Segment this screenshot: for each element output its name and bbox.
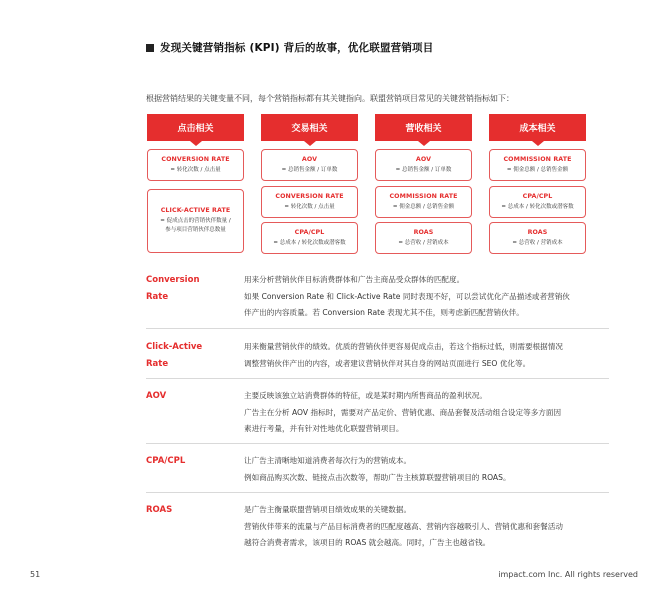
definition-text-click-active-rate	[244, 339, 604, 372]
definition-label-roas	[146, 502, 172, 519]
metric-card	[261, 149, 358, 181]
metric-formula: = 总营收 / 营销成本	[398, 239, 449, 246]
definition-text-conversion-rate	[244, 272, 604, 322]
divider	[146, 378, 609, 379]
metric-name: ROAS	[413, 228, 434, 236]
text-line: 素进行考量，并有针对性地优化联盟营销项目。	[244, 424, 404, 433]
text-line: 如果 Conversion Rate 和 Click-Active Rate 同时表现不好，可以尝试优化产品描述或者营销伙	[244, 291, 570, 301]
text-line: 主要反映该独立站消费群体的特征，或是某时期内所售商品的盈利状况。	[244, 391, 487, 400]
metric-formula: = 转化次数 / 点击量	[170, 166, 221, 173]
metric-formula: = 总成本 / 转化次数或潜客数	[501, 203, 574, 210]
metric-name: COMMISSION RATE	[503, 155, 572, 163]
metric-card	[375, 222, 472, 254]
metric-formula: = 总销售金额 / 订单数	[281, 166, 338, 173]
label-line: CPA/CPL	[146, 456, 186, 466]
metric-formula: = 总销售金额 / 订单数	[395, 166, 452, 173]
page-number: 51	[30, 570, 41, 579]
label-line: Rate	[146, 358, 169, 369]
metric-card	[261, 222, 358, 254]
metric-name: CPA/CPL	[522, 192, 553, 200]
label-line: Rate	[146, 291, 169, 302]
definition-label-aov	[146, 388, 166, 405]
label-line: AOV	[146, 391, 167, 401]
metric-card	[375, 186, 472, 218]
metric-name: AOV	[415, 155, 432, 163]
label-line: ROAS	[146, 505, 173, 515]
metric-card	[261, 186, 358, 218]
metric-card	[147, 189, 244, 253]
metric-name: AOV	[301, 155, 318, 163]
metric-card	[489, 186, 586, 218]
text-line: 营销伙伴带来的流量与产品目标消费者的匹配度越高、营销内容越吸引人、营销优惠和套餐活动	[244, 521, 563, 531]
text-line: 例如商品购买次数、链接点击次数等，帮助广告主核算联盟营销项目的 ROAS。	[244, 472, 511, 482]
metric-card	[489, 149, 586, 181]
text-line: 广告主在分析 AOV 指标时，需要对产品定价、营销优惠、商品套餐及活动组合设定等多方面因	[244, 407, 562, 417]
metric-card	[147, 149, 244, 181]
definition-label-conversion-rate	[146, 272, 200, 305]
column-header-cost: 成本相关	[489, 114, 586, 141]
text-line: 调整营销伙伴产出的内容，或者建议营销伙伴对其自身的网站页面进行 SEO 优化等。	[244, 358, 531, 368]
metric-formula: 参与项目营销伙伴总数量	[165, 227, 226, 233]
metric-name: CONVERSION RATE	[161, 155, 230, 163]
definition-text-aov	[244, 388, 604, 438]
definition-label-cpa-cpl	[146, 453, 185, 470]
definition-label-click-active-rate	[146, 339, 202, 372]
metric-formula: = 总营收 / 营销成本	[512, 239, 563, 246]
metric-formula: = 佣金总额 / 总销售金额	[392, 203, 455, 210]
metric-name: CPA/CPL	[294, 228, 325, 236]
metric-name: CONVERSION RATE	[275, 192, 344, 200]
divider	[146, 492, 609, 493]
text-line: 是广告主衡量联盟营销项目绩效成果的关键数据。	[244, 505, 412, 514]
text-line: 用来分析营销伙伴目标消费群体和广告主商品受众群体的匹配度。	[244, 275, 465, 284]
metric-formula: = 促成点击的营销伙伴数量 /	[160, 218, 231, 224]
metric-formula: = 转化次数 / 点击量	[284, 203, 335, 210]
divider	[146, 328, 609, 329]
section-title	[146, 40, 433, 55]
text-line: 越符合消费者需求，该项目的 ROAS 就会越高。同时，广告主也越省钱。	[244, 538, 491, 547]
metric-name: CLICK-ACTIVE RATE	[160, 207, 231, 214]
divider	[146, 443, 609, 444]
text-line: 用来衡量营销伙伴的绩效。优质的营销伙伴更容易促成点击，若这个指标过低，则需要根据情况	[244, 342, 563, 351]
column-header-click: 点击相关	[147, 114, 244, 141]
definition-text-cpa-cpl	[244, 453, 604, 486]
definition-text-roas	[244, 502, 604, 552]
metric-card	[375, 149, 472, 181]
metric-formula: = 总成本 / 转化次数或潜客数	[273, 239, 346, 246]
column-header-revenue: 营收相关	[375, 114, 472, 141]
square-bullet-icon	[146, 44, 154, 52]
metric-card	[489, 222, 586, 254]
column-header-transaction: 交易相关	[261, 114, 358, 141]
metric-formula: = 佣金总额 / 总销售金额	[506, 166, 569, 173]
page-title: 发现关键营销指标 (KPI) 背后的故事，优化联盟营销项目	[160, 42, 434, 54]
label-line: Conversion	[146, 275, 200, 285]
metric-name: ROAS	[527, 228, 548, 236]
copyright-text: impact.com Inc. All rights reserved	[498, 570, 638, 579]
intro-text: 根据营销结果的关键变量不同，每个营销指标都有其关键指向。联盟营销项目常见的关键营销指标如下：	[146, 94, 514, 103]
label-line: Click-Active	[146, 342, 203, 352]
text-line: 伴产出的内容质量。若 Conversion Rate 表现尤其不佳，则考虑新匹配营销伙伴。	[244, 308, 524, 317]
text-line: 让广告主清晰地知道消费者每次行为的营销成本。	[244, 456, 412, 465]
metric-name: COMMISSION RATE	[389, 192, 458, 200]
